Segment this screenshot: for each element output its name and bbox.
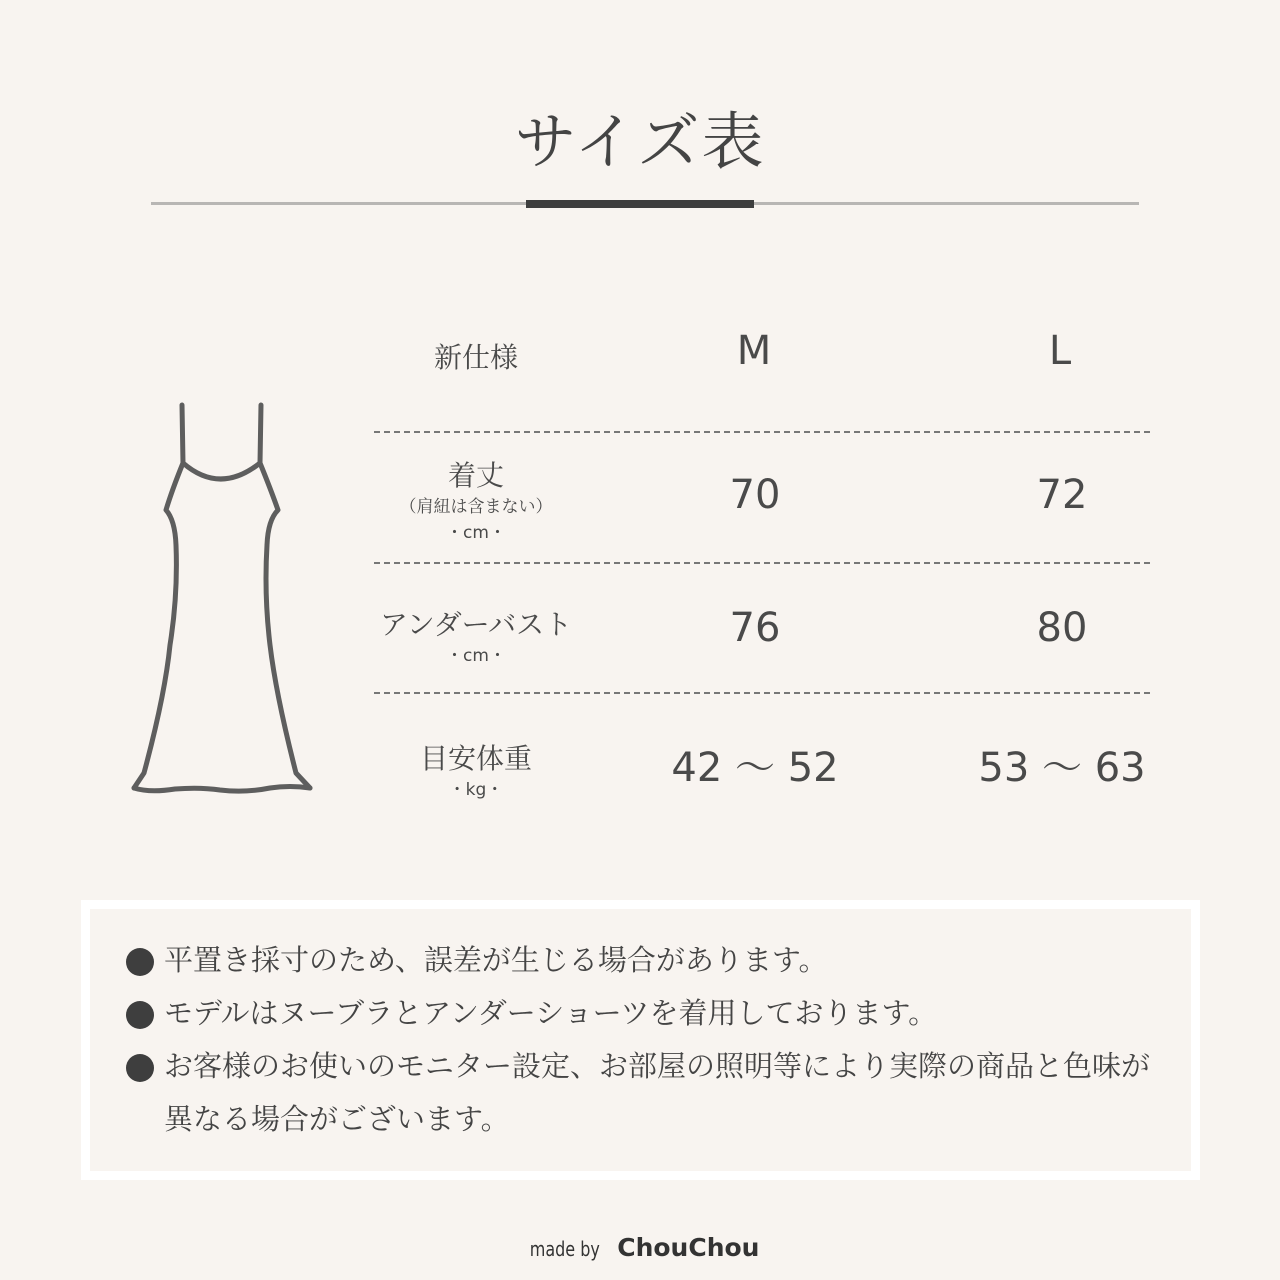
row-label-weight [366,741,586,803]
row-label-text: 着丈 [447,459,504,492]
footer-credit [0,1233,1280,1262]
note-item [126,997,1164,1040]
brand-logo: ChouChou [617,1233,760,1262]
row-label-note: （肩紐は含まない） [399,497,553,517]
value-length-m: 70 [729,472,781,518]
bullet-icon [126,1001,154,1029]
row-label-unit: ・kg・ [448,780,504,800]
row-divider [374,431,1150,433]
header-spec-label: 新仕様 [433,341,518,374]
note-item [126,944,1164,987]
note-text: モデルはヌーブラとアンダーショーツを着用しております。 [164,996,938,1030]
bullet-icon [126,948,154,976]
row-label-unit: ・cm・ [446,646,506,666]
made-by-text: made by [529,1237,600,1261]
value-underbust-l: 80 [1036,605,1088,651]
row-label-length [366,458,586,546]
page-title: サイズ表 [514,105,766,178]
value-length-l: 72 [1036,472,1088,518]
row-label-underbust [366,607,586,669]
row-label-text: 目安体重 [419,742,532,775]
slip-dress-icon [120,395,320,805]
row-label-unit: ・cm・ [446,523,506,543]
value-weight-m: 42 ～ 52 [671,745,839,791]
note-text: お客様のお使いのモニター設定、お部屋の照明等により実際の商品と色味が異なる場合がございます。 [164,1049,1151,1136]
value-underbust-m: 76 [729,605,781,651]
title-divider-accent [526,200,754,208]
note-text: 平置き採寸のため、誤差が生じる場合があります。 [164,943,828,977]
row-divider [374,562,1150,564]
row-divider [374,692,1150,694]
bullet-icon [126,1054,154,1082]
note-item [126,1050,1164,1146]
header-size-m: M [736,328,772,374]
row-label-text: アンダーバスト [379,608,573,641]
value-weight-l: 53 ～ 63 [978,745,1146,791]
header-size-l: L [1048,328,1072,374]
